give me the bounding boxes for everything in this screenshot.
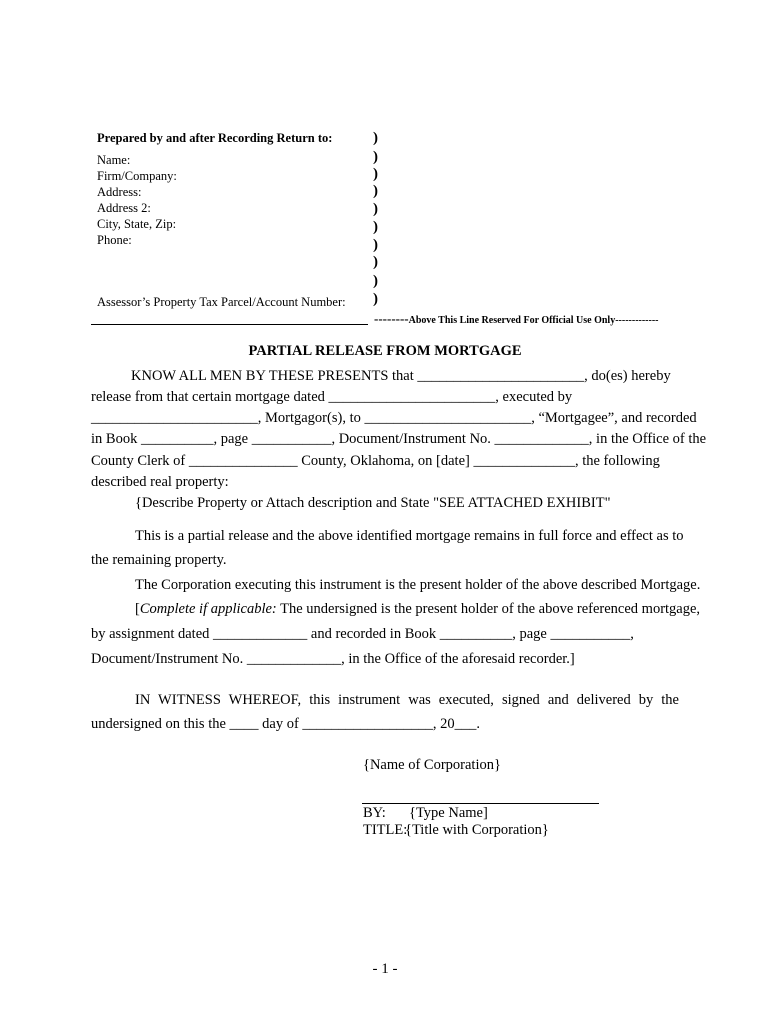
- complete-if-line3: Document/Instrument No. _____________, in the Office of the aforesaid recorder.]: [91, 651, 575, 667]
- know-all-men-line5: County Clerk of _______________ County, Oklahoma, on [date] ______________, the following: [91, 453, 660, 469]
- signature-line: [362, 803, 599, 804]
- recording-divider-line: [91, 324, 368, 325]
- corporation-holder-statement: The Corporation executing this instrument is the present holder of the above described Mortgage.: [135, 577, 701, 593]
- by-label: BY:: [363, 805, 386, 821]
- complete-if-line1-text: The undersigned is the present holder of the above referenced mortgage,: [276, 601, 701, 617]
- paren-mark: ): [373, 219, 378, 235]
- title-label: TITLE:: [363, 822, 408, 838]
- paren-mark: ): [373, 166, 378, 182]
- corporation-name-placeholder: {Name of Corporation}: [363, 757, 501, 773]
- paren-mark: ): [373, 201, 378, 217]
- paren-mark: ): [373, 237, 378, 253]
- paren-mark: ): [373, 273, 378, 289]
- paren-mark: ): [373, 183, 378, 199]
- reserved-notice: [374, 311, 659, 327]
- complete-if-line2: by assignment dated _____________ and recorded in Book __________, page ___________,: [91, 626, 634, 642]
- describe-property-instruction: {Describe Property or Attach description and State "SEE ATTACHED EXHIBIT": [135, 495, 611, 511]
- paren-mark: ): [373, 130, 378, 146]
- address-field-label: Address:: [97, 185, 142, 199]
- paren-mark: ): [373, 149, 378, 165]
- paren-mark: ): [373, 254, 378, 270]
- know-all-men-line4: in Book __________, page ___________, Document/Instrument No. _____________, in the Office of the: [91, 431, 707, 447]
- paren-mark: ): [373, 291, 378, 307]
- by-name-placeholder: {Type Name]: [409, 805, 488, 821]
- know-all-men-line3: _______________________, Mortgagor(s), to _______________________, “Mortgagee”, and recorded: [91, 410, 697, 426]
- know-all-men-line2: release from that certain mortgage dated _______________________, executed by: [91, 389, 573, 405]
- know-all-men-line1: KNOW ALL MEN BY THESE PRESENTS that _______________________, do(es) hereby: [131, 368, 671, 384]
- name-field-label: Name:: [97, 153, 131, 167]
- bracket-open: [: [135, 601, 140, 617]
- witness-line2: undersigned on this the ____ day of __________________, 20___.: [91, 716, 481, 732]
- reserved-text: Above This Line Reserved For Official Use Only-------------: [408, 315, 659, 326]
- complete-if-applicable-label: Complete if applicable:: [139, 601, 277, 617]
- firm-field-label: Firm/Company:: [97, 169, 177, 183]
- witness-line1: IN WITNESS WHEREOF, this instrument was executed, signed and delivered by the: [135, 692, 679, 708]
- phone-field-label: Phone:: [97, 233, 132, 247]
- reserved-dashes: --------: [374, 311, 409, 326]
- prepared-by-heading: Prepared by and after Recording Return to:: [97, 131, 333, 145]
- address2-field-label: Address 2:: [97, 201, 151, 215]
- page-number: - 1 -: [372, 961, 398, 977]
- title-placeholder: {Title with Corporation}: [405, 822, 549, 838]
- document-title: PARTIAL RELEASE FROM MORTGAGE: [248, 343, 522, 359]
- know-all-men-line6: described real property:: [91, 474, 229, 490]
- partial-release-line2: the remaining property.: [91, 552, 227, 568]
- assessor-parcel-label: Assessor’s Property Tax Parcel/Account Number:: [97, 295, 346, 309]
- partial-release-line1: This is a partial release and the above identified mortgage remains in full force and effect as to: [135, 528, 684, 544]
- complete-if-line1: [135, 601, 701, 618]
- city-state-zip-field-label: City, State, Zip:: [97, 217, 177, 231]
